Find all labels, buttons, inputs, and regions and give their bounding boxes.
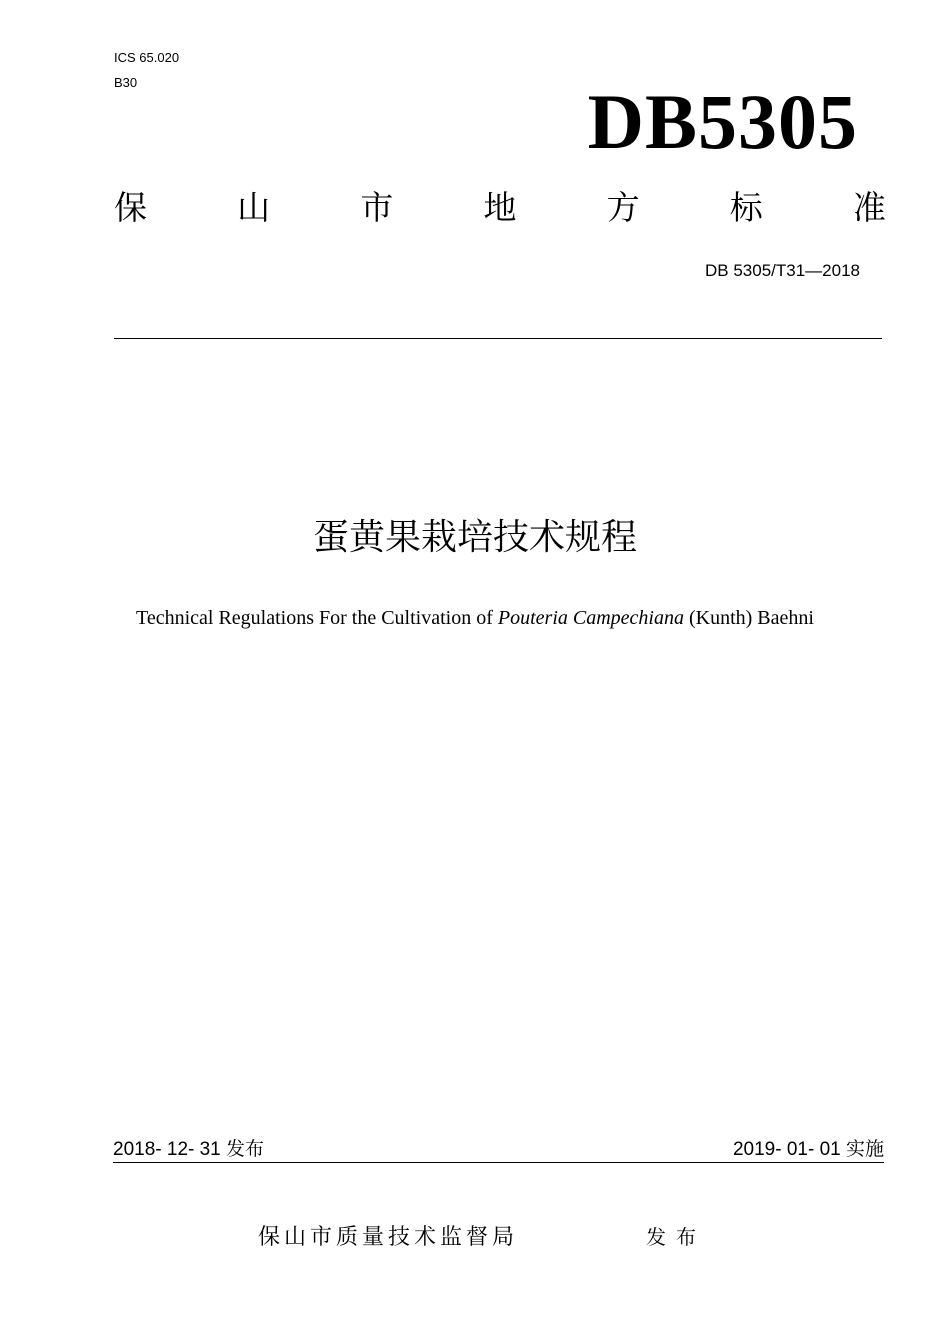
standard-number: DB 5305/T31—2018 [705,261,860,280]
ics-code: ICS 65.020 [114,50,180,65]
document-title-chinese: 蛋黄果栽培技术规程 [312,517,637,558]
standard-type-char: 市 [360,188,394,227]
standard-type-char: 方 [606,188,640,227]
standard-type-char: 地 [483,188,517,227]
publisher-name: 保山市质量技术监督局 [258,1225,519,1250]
standard-type-char: 准 [852,188,886,227]
publish-label: 发布 [646,1225,706,1249]
standard-type-char: 山 [237,188,271,227]
standard-type-char: 标 [729,188,763,227]
title-english-suffix: (Kunth) Baehni [683,607,814,629]
date-divider [113,1162,884,1163]
document-title-english [0,604,950,632]
title-english-prefix: Technical Regulations For the Cultivation of [136,607,498,629]
title-english-scientific-name: Pouteria Campechiana [497,607,684,629]
standard-type-char: 保 [114,188,147,227]
implementation-date: 2019- 01- 01 实施 [732,1139,884,1160]
header-divider [114,338,882,339]
issue-date: 2018- 12- 31 发布 [113,1139,265,1160]
standard-logo: DB5305 [587,78,858,165]
standard-type-heading [114,186,886,230]
ccs-code: B30 [114,75,138,90]
